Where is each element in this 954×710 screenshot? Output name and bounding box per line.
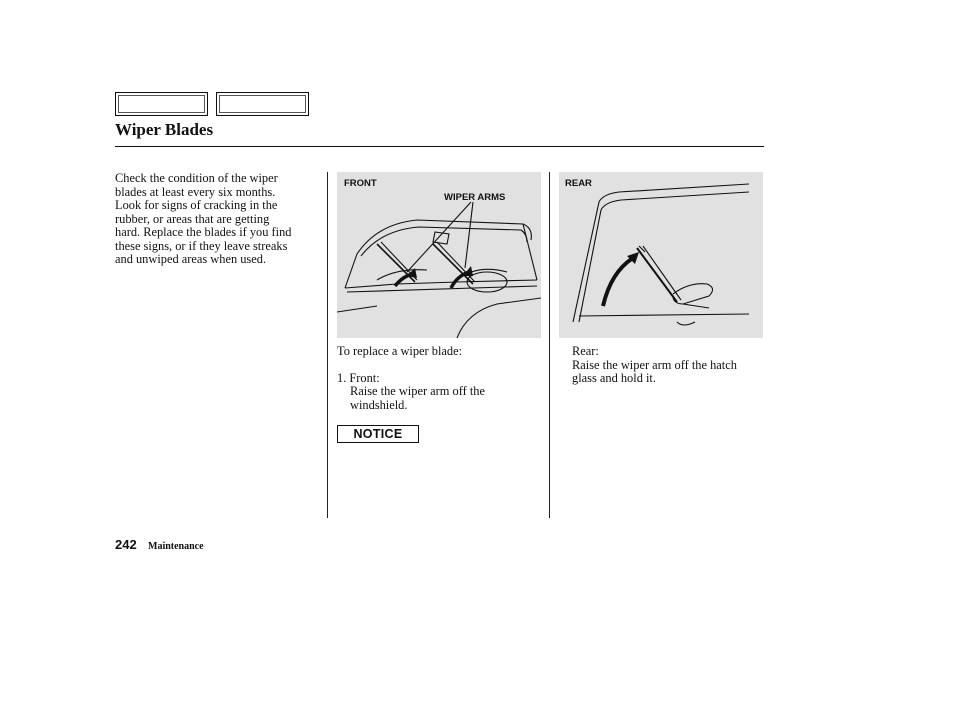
rear-instructions: Rear: Raise the wiper arm off the hatch glass and hold it. (572, 344, 737, 385)
column-divider-left (327, 172, 328, 518)
wiper-arms-callout: WIPER ARMS (444, 192, 506, 203)
section-name: Maintenance (148, 541, 204, 552)
page-number: 242 (115, 537, 137, 552)
header-tab-box-2 (216, 92, 309, 116)
rear-figure-label: REAR (565, 178, 592, 189)
header-tab-box-1 (115, 92, 208, 116)
front-wiper-figure (337, 172, 541, 338)
page-title: Wiper Blades (115, 120, 214, 139)
notice-label: NOTICE (337, 425, 419, 443)
rear-wiper-figure (559, 172, 763, 338)
rear-hatch-illustration (559, 172, 763, 338)
title-rule (115, 146, 764, 147)
intro-paragraph: Check the condition of the wiper blades at least every six months. Look for signs of cracking in the rubber, or areas that are getting hard. Replace the blades if you find these signs, or if they leave streaks and unwiped areas when used. (115, 171, 292, 266)
step-1-heading: 1. Front: (337, 371, 380, 385)
replace-intro: To replace a wiper blade: (337, 344, 463, 358)
step-1-text: Raise the wiper arm off the windshield. (350, 384, 485, 412)
front-windshield-illustration (337, 172, 541, 338)
front-figure-label: FRONT (344, 178, 377, 189)
column-divider-right (549, 172, 550, 518)
